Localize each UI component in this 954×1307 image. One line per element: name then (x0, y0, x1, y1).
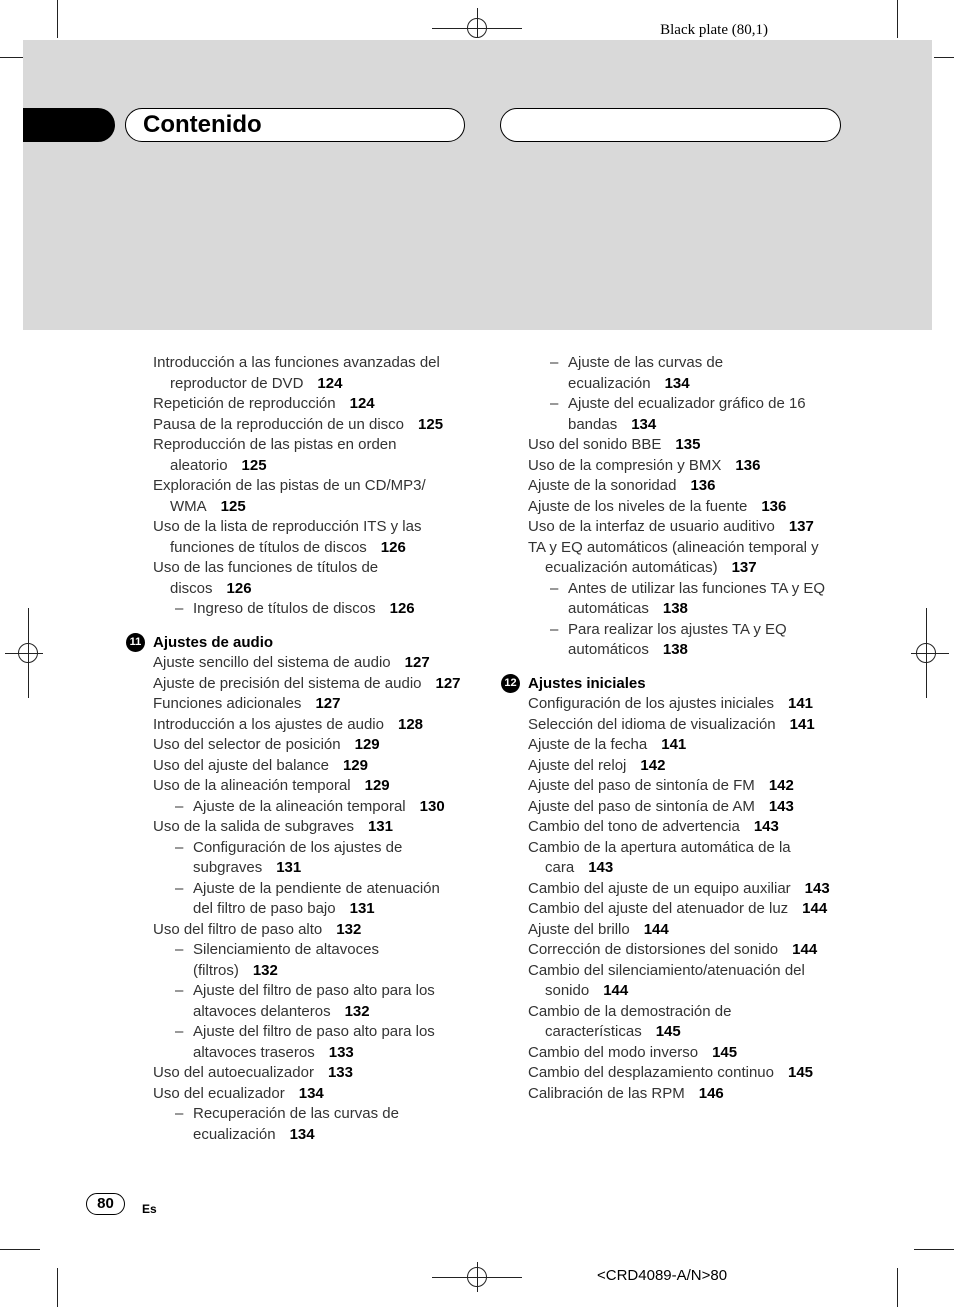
toc-entry-title: Calibración de las RPM (528, 1084, 685, 1102)
toc-entry-title: Selección del idioma de visualización (528, 715, 776, 733)
toc-entry-title: Pausa de la reproducción de un disco (153, 415, 405, 433)
toc-page-number: 124 (317, 374, 343, 392)
toc-subentry[interactable] (153, 838, 463, 879)
page-number: 80 (86, 1193, 125, 1215)
section-heading (129, 633, 463, 654)
toc-page-number: 134 (298, 1084, 324, 1102)
toc-page-number: 144 (603, 982, 629, 999)
toc-entry[interactable] (528, 899, 848, 920)
toc-entry-title: Uso del filtro de paso alto (153, 920, 323, 938)
toc-entry[interactable] (153, 435, 463, 476)
dash-bullet: – (550, 354, 559, 371)
toc-page-number: 137 (731, 559, 757, 576)
toc-entry[interactable] (153, 735, 463, 756)
toc-page-number: 145 (655, 1023, 681, 1040)
toc-page-number: 142 (640, 756, 666, 774)
toc-page-number: 143 (753, 818, 779, 835)
toc-page-number: 132 (252, 961, 278, 979)
toc-entry[interactable] (528, 476, 848, 497)
toc-entry[interactable] (528, 1063, 848, 1084)
toc-entry-title: Cambio del modo inverso (528, 1043, 699, 1061)
dash-bullet: – (175, 600, 184, 617)
toc-entry-title: Ajuste de la alineación temporal (193, 797, 406, 815)
dash-bullet: – (175, 797, 184, 815)
toc-entry[interactable] (153, 558, 463, 599)
toc-entry[interactable] (153, 756, 463, 777)
toc-page-number: 144 (792, 941, 818, 958)
dash-bullet: – (175, 982, 184, 999)
section-number-badge: 11 (126, 633, 145, 652)
toc-entry[interactable] (528, 776, 848, 797)
toc-entry-title: Exploración de las pistas de un CD/MP3/ WMA (153, 477, 426, 515)
black-tab (23, 108, 115, 142)
toc-entry[interactable] (528, 756, 848, 777)
toc-entry-title: Uso de las funciones de títulos de discos (153, 559, 379, 597)
toc-entry[interactable] (153, 415, 463, 436)
toc-column-right (504, 353, 848, 1104)
header-band (23, 40, 932, 330)
toc-page-number: 142 (768, 777, 794, 794)
toc-entry[interactable] (528, 817, 848, 838)
toc-entry-title: Configuración de los ajustes iniciales (528, 695, 774, 712)
toc-entry-title: Cambio de la demostración de características (528, 1002, 732, 1040)
toc-entry-title: Repetición de reproducción (153, 395, 336, 412)
toc-entry-title: Cambio del silenciamiento/atenuación del sonido (528, 961, 805, 999)
toc-page-number: 138 (662, 641, 688, 658)
toc-page-number: 126 (389, 600, 415, 617)
toc-page-number: 146 (698, 1084, 724, 1102)
toc-entry-title: Cambio del ajuste de un equipo auxiliar (528, 879, 791, 897)
toc-subentry[interactable] (153, 599, 463, 620)
toc-page-number: 141 (789, 715, 815, 733)
toc-entry[interactable] (528, 838, 848, 879)
toc-page-number: 131 (276, 859, 302, 876)
dash-bullet: – (550, 395, 559, 412)
toc-page-number: 145 (787, 1064, 814, 1081)
toc-subentry[interactable] (153, 797, 463, 818)
toc-page-number: 126 (226, 579, 252, 597)
toc-entry-title: Ajuste de la pendiente de atenuación del filtro de paso bajo (193, 879, 440, 917)
toc-entry[interactable] (528, 1043, 848, 1064)
toc-page-number: 134 (631, 415, 657, 433)
language-code: Es (142, 1202, 157, 1216)
toc-entry[interactable] (153, 817, 463, 838)
toc-entry-title: Ajuste de la sonoridad (528, 477, 677, 494)
toc-page-number: 129 (364, 777, 390, 794)
toc-entry[interactable] (528, 435, 848, 456)
toc-column-left (129, 353, 463, 1145)
toc-entry-title: Uso del ajuste del balance (153, 756, 329, 774)
toc-page-number: 131 (349, 900, 375, 917)
toc-entry[interactable] (528, 735, 848, 756)
toc-entry-title: Ajuste del brillo (528, 920, 630, 938)
toc-entry[interactable] (528, 940, 848, 961)
toc-entry[interactable] (153, 394, 463, 415)
toc-subentry[interactable] (153, 940, 463, 981)
section-heading (504, 674, 848, 695)
toc-page-number: 144 (802, 900, 828, 917)
toc-subentry[interactable] (153, 879, 463, 920)
toc-page-number: 138 (662, 600, 688, 617)
toc-page-number: 136 (761, 497, 787, 515)
toc-entry[interactable] (153, 920, 463, 941)
toc-page-number: 127 (404, 654, 430, 671)
toc-subentry[interactable] (528, 579, 848, 620)
toc-page-number: 136 (690, 477, 716, 494)
toc-entry[interactable] (153, 353, 463, 394)
toc-page-number: 125 (418, 415, 444, 433)
toc-entry-title: Silenciamiento de altavoces (filtros) (193, 941, 379, 979)
toc-page-number: 133 (328, 1043, 354, 1061)
toc-subentry[interactable] (153, 1022, 463, 1063)
toc-entry-title: Ajuste del paso de sintonía de AM (528, 797, 755, 815)
toc-page-number: 129 (342, 756, 368, 774)
toc-entry-title: Configuración de los ajustes de subgraves (193, 838, 403, 876)
toc-page-number: 133 (327, 1064, 353, 1081)
toc-page-number: 128 (397, 715, 424, 733)
toc-entry[interactable] (528, 456, 848, 477)
toc-subentry[interactable] (528, 620, 848, 661)
dash-bullet: – (175, 941, 184, 958)
toc-entry[interactable] (153, 694, 463, 715)
footer-code: <CRD4089-A/N>80 (597, 1267, 728, 1284)
toc-subentry[interactable] (153, 1104, 463, 1145)
plate-label: Black plate (80,1) (660, 22, 768, 38)
section-number-badge: 12 (501, 674, 520, 693)
toc-page-number: 141 (661, 736, 687, 753)
toc-entry-title: Ajuste del filtro de paso alto para los altavoces traseros (193, 1023, 435, 1061)
toc-entry-title: Ajuste de los niveles de la fuente (528, 497, 748, 515)
toc-entry-title: Uso de la alineación temporal (153, 777, 351, 794)
toc-entry-title: Antes de utilizar las funciones TA y EQ automáticas (568, 579, 826, 617)
toc-entry-title: Ajuste sencillo del sistema de audio (153, 654, 391, 671)
dash-bullet: – (175, 838, 184, 856)
dash-bullet: – (550, 620, 559, 638)
toc-entry[interactable] (528, 538, 848, 579)
toc-entry[interactable] (153, 1084, 463, 1105)
dash-bullet: – (550, 579, 559, 597)
toc-entry[interactable] (153, 476, 463, 517)
toc-entry-title: Funciones adicionales (153, 695, 302, 712)
toc-entry-title: Uso de la lista de reproducción ITS y las funciones de títulos de discos (153, 518, 422, 556)
toc-entry[interactable] (528, 694, 848, 715)
toc-entry[interactable] (528, 1002, 848, 1043)
toc-page-number: 125 (220, 497, 246, 515)
toc-page-number: 131 (367, 818, 393, 835)
toc-page-number: 134 (664, 374, 690, 392)
toc-entry[interactable] (528, 920, 848, 941)
toc-entry-title: Para realizar los ajustes TA y EQ automáticos (568, 620, 787, 658)
toc-subentry[interactable] (528, 394, 848, 435)
toc-entry-title: Recuperación de las curvas de ecualización (193, 1105, 399, 1143)
toc-page-number: 136 (735, 456, 761, 474)
toc-page-number: 127 (435, 674, 461, 692)
toc-entry[interactable] (153, 653, 463, 674)
toc-entry-title: Ajuste del filtro de paso alto para los altavoces delanteros (193, 982, 435, 1020)
toc-page-number: 125 (241, 456, 267, 474)
title-pill (125, 108, 465, 142)
toc-entry[interactable] (528, 879, 848, 900)
toc-entry-title: Ajuste del paso de sintonía de FM (528, 777, 755, 794)
dash-bullet: – (175, 1105, 184, 1122)
toc-entry[interactable] (528, 1084, 848, 1105)
toc-entry-title: Uso de la compresión y BMX (528, 456, 722, 474)
toc-entry[interactable] (153, 776, 463, 797)
toc-subentry[interactable] (528, 353, 848, 394)
toc-entry-title: Ajuste de la fecha (528, 736, 648, 753)
toc-page-number: 141 (787, 695, 814, 712)
toc-page-number: 127 (315, 695, 341, 712)
toc-entry-title: Cambio de la apertura automática de la cara (528, 838, 791, 876)
toc-entry[interactable] (528, 497, 848, 518)
toc-entry-title: Uso del autoecualizador (153, 1064, 314, 1081)
toc-page-number: 126 (380, 538, 406, 556)
toc-entry-title: Cambio del tono de advertencia (528, 818, 740, 835)
toc-entry[interactable] (153, 517, 463, 558)
toc-entry-title: Ingreso de títulos de discos (193, 600, 376, 617)
toc-entry-title: Uso del selector de posición (153, 736, 341, 753)
toc-entry-title: Reproducción de las pistas en orden aleatorio (153, 436, 397, 474)
toc-page-number: 143 (768, 797, 794, 815)
toc-entry[interactable] (528, 961, 848, 1002)
toc-page-number: 137 (788, 518, 814, 535)
toc-entry[interactable] (153, 674, 463, 695)
header-pill-empty (500, 108, 841, 142)
page-title: Contenido (143, 111, 262, 138)
toc-page-number: 132 (336, 920, 362, 938)
section-title: Ajustes de audio (153, 633, 274, 651)
toc-entry-title: TA y EQ automáticos (alineación temporal y ecualización automáticas) (528, 538, 819, 576)
toc-entry-title: Cambio del desplazamiento continuo (528, 1064, 774, 1081)
toc-entry-title: Introducción a las funciones avanzadas del reproductor de DVD (153, 354, 440, 392)
toc-entry[interactable] (153, 715, 463, 736)
toc-entry-title: Ajuste de precisión del sistema de audio (153, 674, 422, 692)
toc-entry[interactable] (528, 797, 848, 818)
toc-entry-title: Corrección de distorsiones del sonido (528, 941, 779, 958)
toc-entry[interactable] (153, 1063, 463, 1084)
toc-page-number: 144 (643, 920, 669, 938)
toc-page-number: 143 (804, 879, 830, 897)
section-title: Ajustes iniciales (528, 674, 646, 692)
toc-page-number: 135 (675, 436, 701, 453)
toc-page-number: 124 (349, 395, 375, 412)
toc-entry-title: Cambio del ajuste del atenuador de luz (528, 900, 789, 917)
toc-entry-title: Uso del ecualizador (153, 1084, 285, 1102)
toc-entry-title: Ajuste de las curvas de ecualización (568, 354, 724, 392)
toc-page-number: 145 (712, 1043, 738, 1061)
toc-page-number: 132 (344, 1002, 370, 1020)
toc-entry[interactable] (528, 517, 848, 538)
toc-entry[interactable] (528, 715, 848, 736)
toc-subentry[interactable] (153, 981, 463, 1022)
toc-page-number: 130 (419, 797, 445, 815)
dash-bullet: – (175, 879, 184, 897)
toc-page-number: 143 (588, 859, 614, 876)
dash-bullet: – (175, 1023, 184, 1040)
toc-page-number: 129 (354, 736, 380, 753)
toc-entry-title: Uso de la salida de subgraves (153, 818, 354, 835)
toc-entry-title: Uso de la interfaz de usuario auditivo (528, 518, 775, 535)
toc-entry-title: Ajuste del reloj (528, 756, 627, 774)
toc-entry-title: Introducción a los ajustes de audio (153, 715, 384, 733)
toc-page-number: 134 (289, 1125, 315, 1143)
toc-entry-title: Ajuste del ecualizador gráfico de 16 bandas (568, 395, 806, 433)
toc-entry-title: Uso del sonido BBE (528, 436, 662, 453)
